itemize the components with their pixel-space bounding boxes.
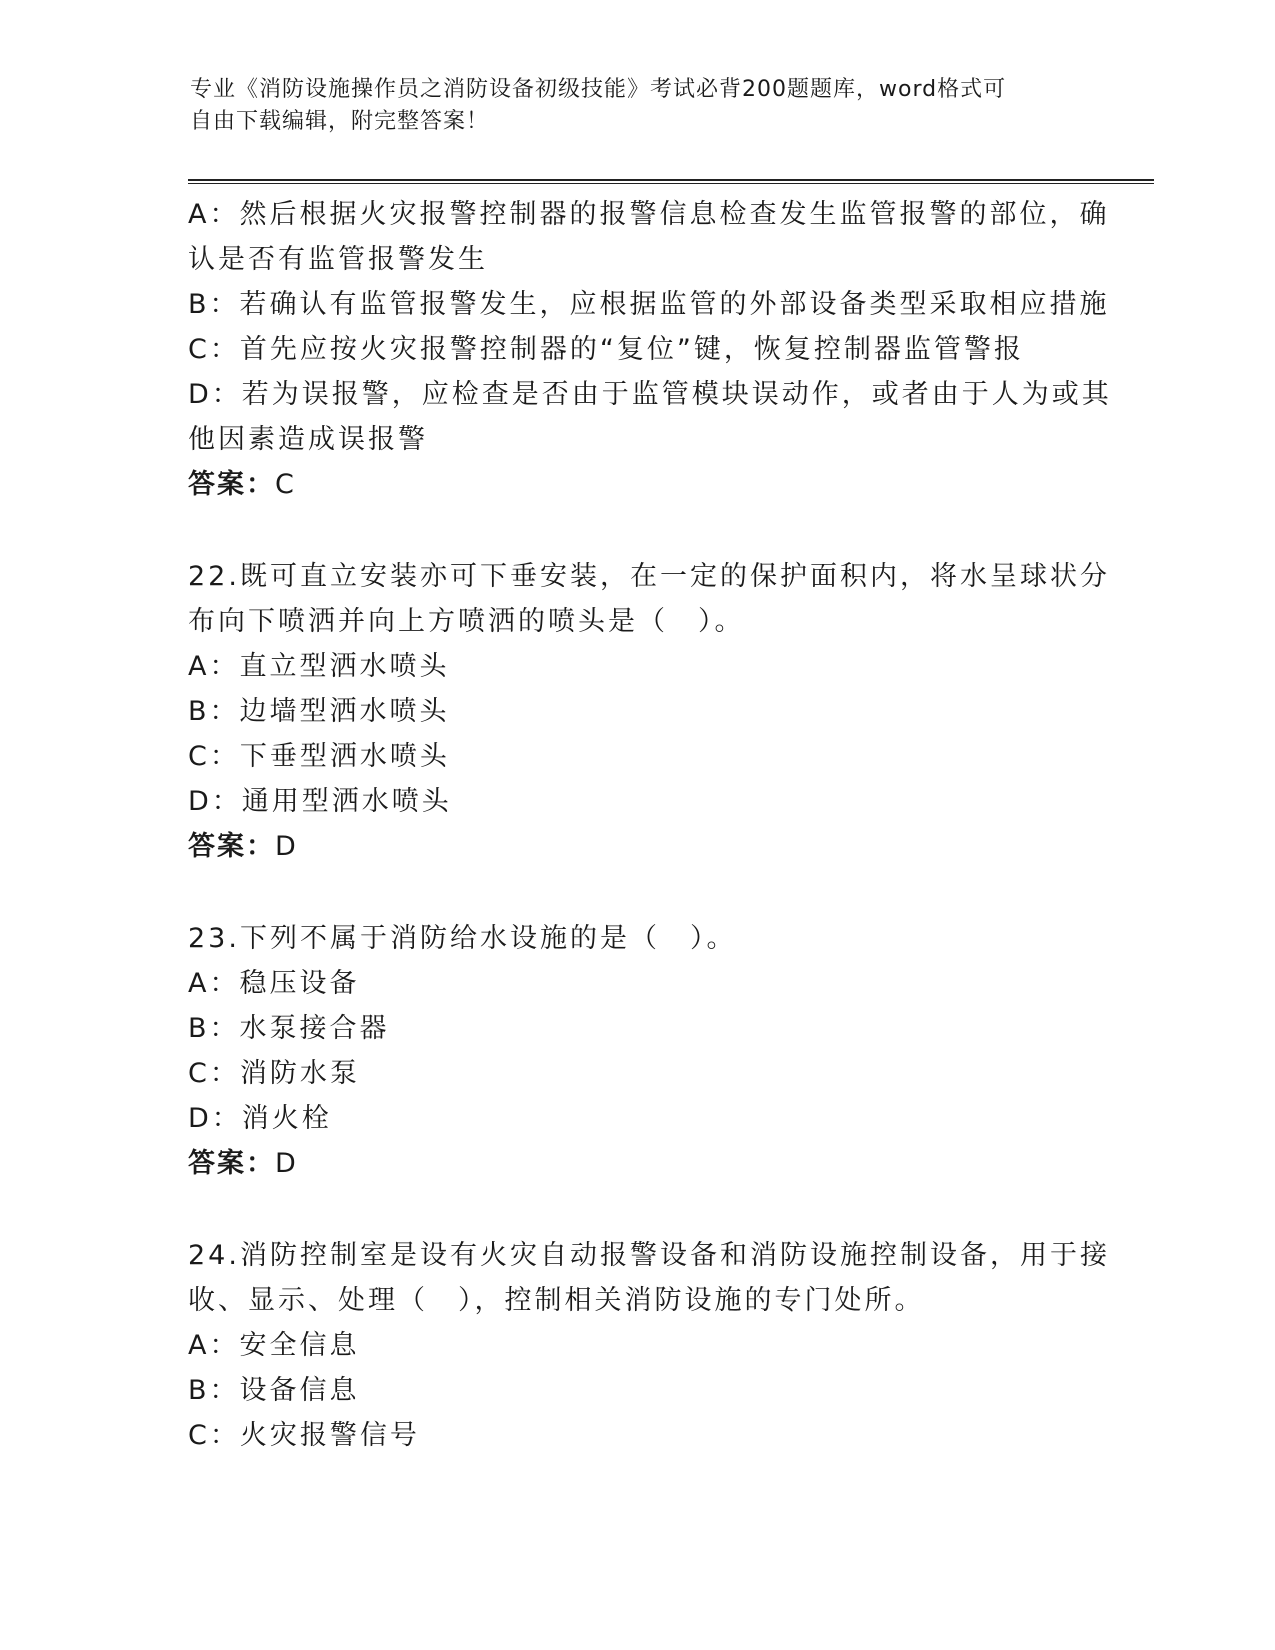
question-24 bbox=[188, 1233, 1110, 1458]
question-23 bbox=[188, 916, 1088, 1186]
question-stem: 24.消防控制室是设有火灾自动报警设备和消防设施控制设备，用于接 bbox=[188, 1240, 1110, 1271]
option-b: B：若确认有监管报警发生，应根据监管的外部设备类型采取相应措施 bbox=[188, 289, 1110, 320]
option-d: D：消火栓 bbox=[188, 1103, 332, 1134]
option-c: C：消防水泵 bbox=[188, 1058, 360, 1089]
option-b: B：边墙型洒水喷头 bbox=[188, 696, 450, 727]
answer-label: 答案： bbox=[188, 469, 275, 500]
option-d: D：若为误报警，应检查是否由于监管模块误动作，或者由于人为或其 bbox=[188, 379, 1112, 410]
option-d-continued: 他因素造成误报警 bbox=[188, 424, 428, 455]
answer-value: C bbox=[275, 469, 297, 500]
answer-value: D bbox=[275, 1148, 299, 1179]
answer-label: 答案： bbox=[188, 831, 275, 862]
question-stem: 23.下列不属于消防给水设施的是（ ）。 bbox=[188, 923, 737, 954]
answer-value: D bbox=[275, 831, 299, 862]
question-21 bbox=[188, 192, 1112, 507]
option-d: D：通用型洒水喷头 bbox=[188, 786, 452, 817]
header-line-2: 自由下载编辑，附完整答案！ bbox=[190, 109, 490, 134]
header-line-1: 专业《消防设施操作员之消防设备初级技能》考试必背200题题库，word格式可 bbox=[190, 77, 1007, 102]
question-stem-continued: 收、显示、处理（ ），控制相关消防设施的专门处所。 bbox=[188, 1285, 925, 1316]
option-b: B：设备信息 bbox=[188, 1375, 360, 1406]
question-stem-continued: 布向下喷洒并向上方喷洒的喷头是（ ）。 bbox=[188, 606, 745, 637]
option-a-continued: 认是否有监管报警发生 bbox=[188, 244, 488, 275]
option-c: C：下垂型洒水喷头 bbox=[188, 741, 450, 772]
question-stem: 22.既可直立安装亦可下垂安装，在一定的保护面积内，将水呈球状分 bbox=[188, 561, 1110, 592]
answer-label: 答案： bbox=[188, 1148, 275, 1179]
question-list bbox=[188, 192, 1112, 1458]
document-header bbox=[190, 74, 1070, 138]
answer bbox=[188, 824, 1088, 869]
answer bbox=[188, 1141, 1088, 1186]
option-a: A：直立型洒水喷头 bbox=[188, 651, 450, 682]
option-a: A：稳压设备 bbox=[188, 968, 360, 999]
answer bbox=[188, 462, 1088, 507]
question-22 bbox=[188, 554, 1110, 869]
header-divider bbox=[188, 179, 1154, 184]
option-c: C：火灾报警信号 bbox=[188, 1420, 420, 1451]
option-a: A：安全信息 bbox=[188, 1330, 360, 1361]
option-c: C：首先应按火灾报警控制器的“复位”键，恢复控制器监管警报 bbox=[188, 334, 1024, 365]
option-b: B：水泵接合器 bbox=[188, 1013, 390, 1044]
option-a: A：然后根据火灾报警控制器的报警信息检查发生监管报警的部位，确 bbox=[188, 199, 1110, 230]
